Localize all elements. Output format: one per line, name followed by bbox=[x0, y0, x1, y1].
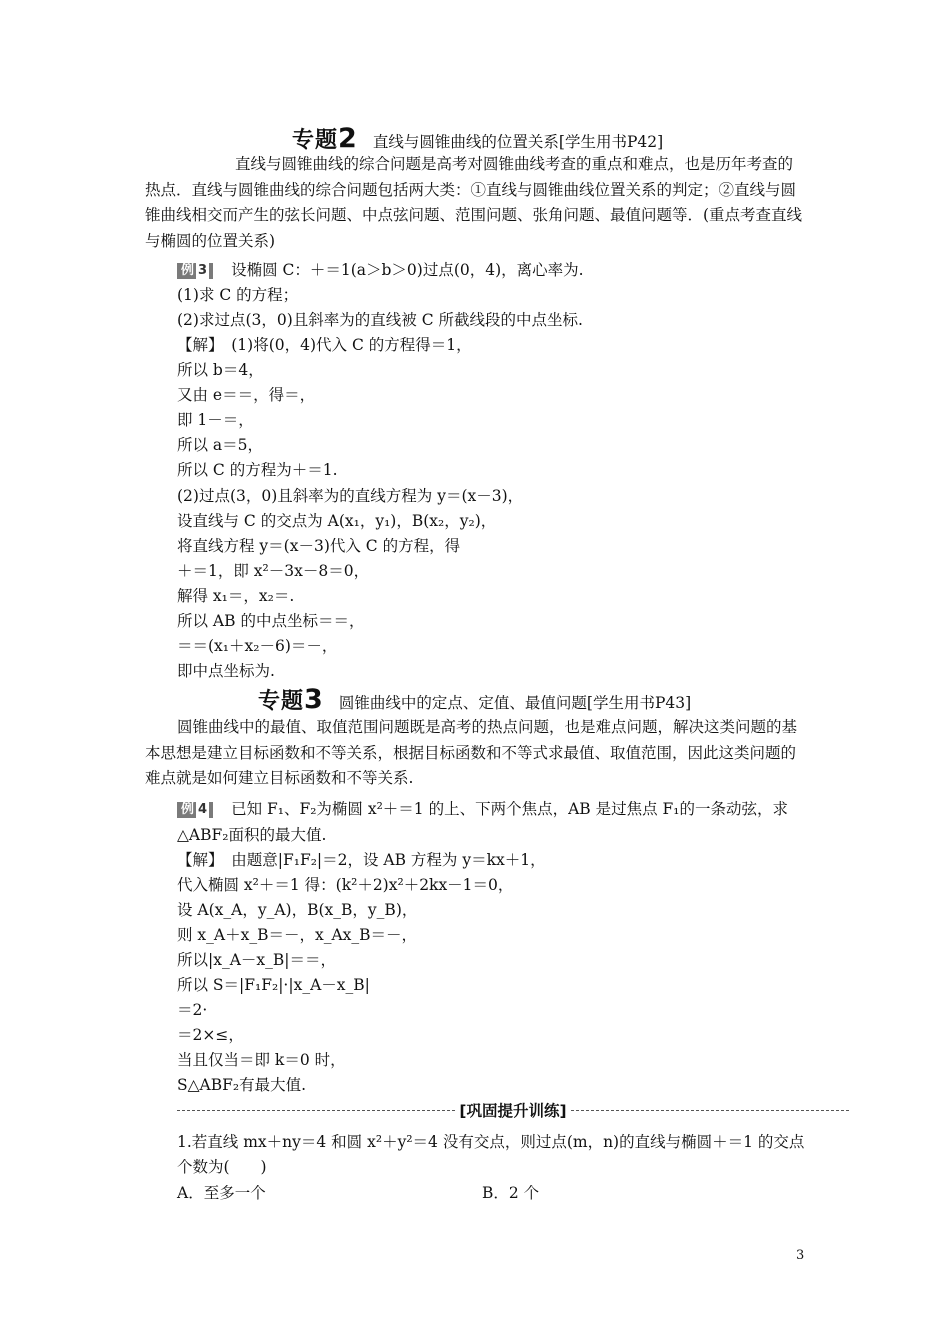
example4-line: 当且仅当＝即 k＝0 时， bbox=[177, 1051, 346, 1069]
example3-stem-line bbox=[177, 258, 584, 282]
divider-dash-right bbox=[571, 1110, 849, 1111]
topic3-number: 3 bbox=[304, 684, 324, 715]
practice-divider bbox=[177, 1100, 849, 1120]
page-number: 3 bbox=[796, 1248, 805, 1263]
topic2-title: 直线与圆锥曲线的位置关系[学生用书P42] bbox=[372, 133, 664, 151]
example3-line: 将直线方程 y＝(x－3)代入 C 的方程，得 bbox=[177, 537, 461, 555]
example3-line: 所以 b＝4， bbox=[177, 361, 264, 379]
example3-line: 所以 C 的方程为＋＝1. bbox=[177, 461, 338, 479]
topic3-prefix: 专题 bbox=[258, 689, 305, 714]
question1-option-b: B．2 个 bbox=[482, 1184, 540, 1202]
example3-line: (1)求 C 的方程； bbox=[177, 286, 299, 304]
topic3-title: 圆锥曲线中的定点、定值、最值问题[学生用书P43] bbox=[338, 694, 692, 712]
example3-line: (2)过点(3，0)且斜率为的直线方程为 y＝(x－3)， bbox=[177, 487, 524, 505]
example4-line: 设 A(x_A，y_A)，B(x_B，y_B)， bbox=[177, 901, 418, 919]
example4-line: ＝2· bbox=[177, 1001, 208, 1019]
example4-line: ＝2×≤， bbox=[177, 1026, 244, 1044]
divider-dash-left bbox=[177, 1110, 455, 1111]
example3-line: (2)求过点(3，0)且斜率为的直线被 C 所截线段的中点坐标. bbox=[177, 311, 583, 329]
example4-line: 代入椭圆 x²＋＝1 得：(k²＋2)x²＋2kx－1＝0， bbox=[177, 876, 514, 894]
example4-stem: 已知 F₁、F₂为椭圆 x²＋＝1 的上、下两个焦点，AB 是过焦点 F₁的一条动弦，求△ABF₂面积的最大值. bbox=[177, 800, 789, 844]
topic2-number: 2 bbox=[338, 123, 358, 154]
example3-stem: 设椭圆 C：＋＝1(a＞b＞0)过点(0，4)，离心率为. bbox=[231, 261, 584, 279]
example4-line: 所以|x_A－x_B|＝＝， bbox=[177, 951, 337, 969]
topic3-intro: 圆锥曲线中的最值、取值范围问题既是高考的热点问题，也是难点问题，解决这类问题的基本思想是建立目标函数和不等关系，根据目标函数和不等式求最值、取值范围，因此这类问题的难点就是如何建立目标函数和不等关系. bbox=[145, 718, 798, 787]
example3-line: 设直线与 C 的交点为 A(x₁，y₁)，B(x₂，y₂)， bbox=[177, 512, 497, 530]
example3-line: 又由 e＝＝，得＝， bbox=[177, 386, 316, 404]
topic2-prefix: 专题 bbox=[292, 128, 339, 153]
example3-line: 所以 AB 的中点坐标＝＝， bbox=[177, 612, 365, 630]
topic2-intro: 直线与圆锥曲线的综合问题是高考对圆锥曲线考查的重点和难点，也是历年考查的热点．直线与圆锥曲线的综合问题包括两大类：①直线与圆锥曲线位置关系的判定；②直线与圆锥曲线相交而产生的弦长问题、中点弦问题、范围问题、张角问题、最值问题等．(重点考查直线与椭圆的位置关系) bbox=[145, 155, 803, 250]
topic2-heading bbox=[292, 123, 663, 154]
example4-solution-start: 【解】 由题意|F₁F₂|＝2，设 AB 方程为 y＝kx＋1， bbox=[177, 851, 546, 869]
question1-option-a: A．至多一个 bbox=[177, 1184, 266, 1202]
example3-line: 解得 x₁＝，x₂＝. bbox=[177, 587, 295, 605]
example4-line: 所以 S＝|F₁F₂|·|x_A－x_B| bbox=[177, 976, 370, 994]
example3-solution-start: 【解】 (1)将(0，4)代入 C 的方程得＝1， bbox=[177, 336, 472, 354]
example3-line: ＝＝(x₁＋x₂－6)＝－， bbox=[177, 637, 338, 655]
practice-divider-label: [巩固提升训练] bbox=[459, 1102, 567, 1120]
example3-line: 所以 a＝5， bbox=[177, 436, 264, 454]
example4-stem-block bbox=[177, 796, 808, 848]
example4-badge: 例 4 bbox=[177, 802, 213, 818]
topic3-heading bbox=[258, 684, 691, 715]
example3-badge: 例 3 bbox=[177, 263, 213, 279]
question1-stem: 1.若直线 mx＋ny＝4 和圆 x²＋y²＝4 没有交点，则过点(m，n)的直线与椭圆＋＝1 的交点个数为( ) bbox=[177, 1133, 805, 1176]
example3-line: 即中点坐标为. bbox=[177, 662, 275, 680]
example3-line: 即 1－＝， bbox=[177, 411, 254, 429]
example3-line: ＋＝1，即 x²－3x－8＝0， bbox=[177, 562, 370, 580]
example4-line: S△ABF₂有最大值. bbox=[177, 1076, 307, 1094]
example4-line: 则 x_A＋x_B＝－，x_Ax_B＝－， bbox=[177, 926, 418, 944]
